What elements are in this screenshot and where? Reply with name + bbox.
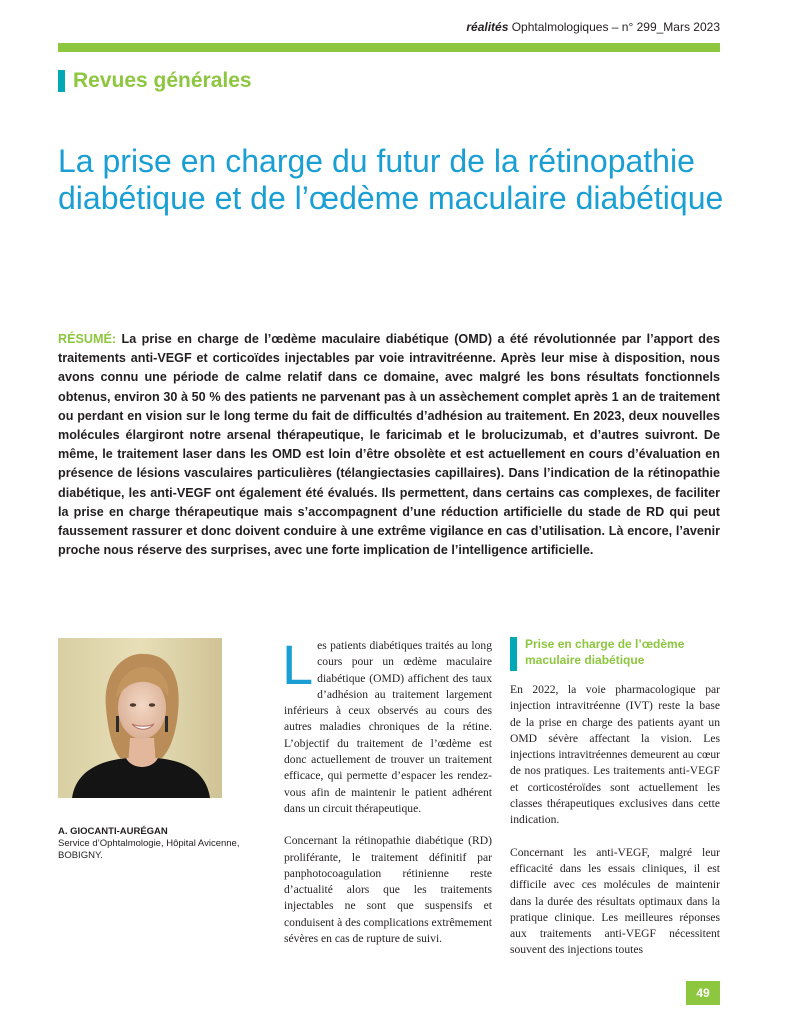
paragraph-text: es patients diabétiques traités au long cours pour un œdème maculaire diabétique (OMD) affichent des taux d’adhésion au traitement largement inférieurs à ceux observés au cours des autres maladies chroniques de la rétine. L’objectif du traitement de l’œdème est donc actuellement de trouver un traitement efficace, qui permette d’espacer les rendez-vous afin de maintenir le patient adhérent dans un circuit thérapeutique. xyxy=(284,639,492,815)
section-heading xyxy=(58,68,252,94)
author-portrait xyxy=(58,638,222,798)
page-number: 49 xyxy=(686,981,720,1005)
paragraph: Concernant les anti-VEGF, malgré leur efficacité dans les essais cliniques, il est difficile avec ces molécules de maintenir dans la durée des résultats optimaux dans la pratique clinique. Les meilleures réponses aux traitements anti-VEGF nécessitent souvent des injections toutes xyxy=(510,845,720,957)
abstract-text: La prise en charge de l’œdème maculaire diabétique (OMD) a été révolutionnée par l’apport des traitements anti-VEGF et corticoïdes injectables par voie intravitréenne. Après leur mise à disposition, nous avons connu une période de calme relatif dans ce domaine, avec malgré les bons résultats fonctionnels obtenus, environ 30 à 50 % des patients ne parvenant pas à un assèchement complet après 1 an de traitement ou perdant en vision sur le long terme du fait de difficultés d’adhésion au traitement. En 2023, deux nouvelles molécules élargiront notre arsenal thérapeutique, le faricimab et le brolucizumab, et d’autres suivront. De même, le traitement laser dans les OMD est loin d’être obsolète et est actuellement en cours d’évaluation en présence de lésions vasculaires particulières (télangiectasies capillaires). Dans l’indication de la rétinopathie diabétique, les anti-VEGF ont également été évalués. Ils permettent, dans certains cas complexes, de faciliter la prise en charge thérapeutique mais s’accompagnent d’une réduction artificielle du stade de RD qui peut faussement rassurer et donc doivent conduire à une extrême vigilance en cas d’utilisation. Là encore, l’avenir proche nous réserve des surprises, avec une forte implication de l’intelligence artificielle. xyxy=(58,332,720,558)
subheading-text: Prise en charge de l’œdème maculaire diabétique xyxy=(525,637,685,667)
journal-brand: réalités xyxy=(466,20,509,34)
section-marker xyxy=(58,70,65,92)
author-block xyxy=(58,826,258,862)
abstract-label: RÉSUMÉ: xyxy=(58,332,117,346)
paragraph: Concernant la rétinopathie diabétique (RD) proliférante, le traitement définitif par panphotocoagulation rétinienne reste d’actualité alors que les traitements injectables ne sont que suspensifs et conduisent à des complications extrêmement sévères en cas de rupture de suivi. xyxy=(284,834,492,946)
paragraph: En 2022, la voie pharmacologique par injection intravitréenne (IVT) reste la base de la prise en charge des patients ayant un OMD sévère affectant la vision. Les injections intravitréennes demeurent au cœur de nos pratiques. Les traitements anti-VEGF et corticostéroïdes sont actuellement les classes thérapeutiques exclusives dans cette indication. xyxy=(510,683,720,827)
body-column-1 xyxy=(282,633,492,963)
author-photo xyxy=(58,638,222,798)
journal-header xyxy=(466,20,720,34)
journal-issue: Ophtalmologiques – n° 299_Mars 2023 xyxy=(508,20,720,34)
abstract xyxy=(58,330,720,560)
drop-cap: L xyxy=(282,633,314,696)
author-affiliation: Service d’Ophtalmologie, Hôpital Avicenne, xyxy=(58,838,240,849)
article-title: La prise en charge du futur de la rétinopathie diabétique et de l’œdème maculaire diabétique xyxy=(58,143,724,216)
author-city: BOBIGNY. xyxy=(58,850,103,861)
header-rule xyxy=(58,43,720,52)
author-name: A. GIOCANTI-AURÉGAN xyxy=(58,826,168,837)
paragraph xyxy=(282,633,492,817)
subheading-marker xyxy=(510,637,517,671)
subheading xyxy=(510,636,720,671)
body-column-2 xyxy=(510,682,720,975)
section-label: Revues générales xyxy=(73,69,252,92)
